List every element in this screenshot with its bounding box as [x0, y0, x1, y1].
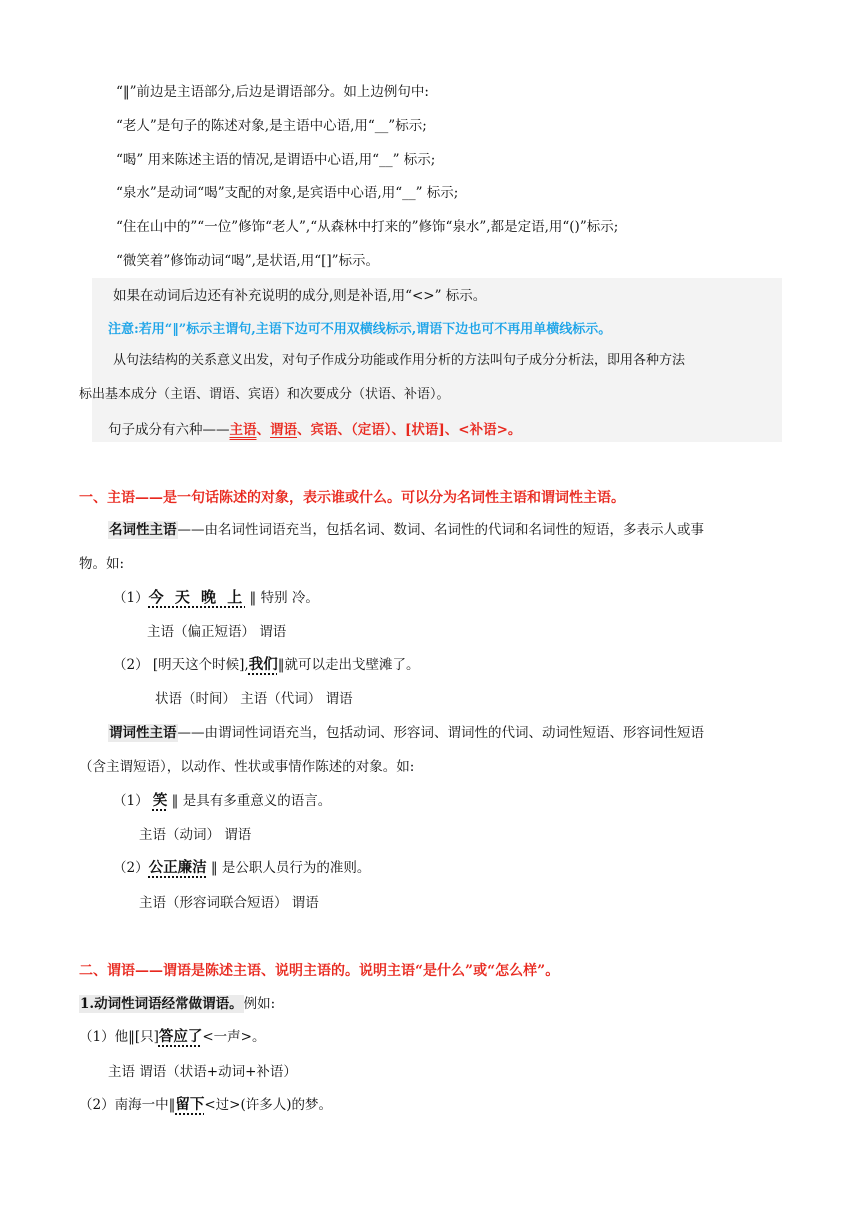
definition-line [108, 724, 704, 742]
example-rest: ‖ 特别 冷。 [245, 590, 319, 606]
example-line [113, 588, 319, 607]
text-line: 如果在动词后边还有补充说明的成分,则是补语,用“<>” 标示。 [113, 288, 487, 304]
example-label: 状语（时间） 主语（代词） 谓语 [155, 691, 353, 707]
example-suffix: <过>(许多人)的梦。 [204, 1097, 333, 1113]
example-subject: 公正廉洁 [148, 859, 207, 876]
example-prefix: （2）南海一中‖ [79, 1097, 176, 1113]
example-line [113, 792, 331, 810]
example-verb: 答应了 [158, 1028, 203, 1045]
example-line [79, 1096, 332, 1114]
term-label: 名词性主语 [109, 522, 177, 538]
definition-line [108, 521, 704, 539]
definition-text: ——由谓词性词语充当，包括动词、形容词、谓词性的代词、动词性短语、形容词性短语 [177, 725, 704, 741]
text-line: “喝” 用来陈述主语的情况,是谓语中心语,用“__” 标示; [116, 152, 436, 168]
predicate-mark: 谓语 [270, 422, 297, 438]
subheading: 1.动词性词语经常做谓语。 [80, 996, 243, 1012]
example-suffix: <一声>。 [202, 1029, 266, 1045]
example-line [113, 859, 370, 877]
paragraph-line: 标出基本成分（主语、谓语、宾语）和次要成分（状语、补语）。 [79, 387, 450, 402]
example-rest: ‖ 是公职人员行为的准则。 [206, 860, 371, 876]
text-line: “微笑着”修饰动词“喝”,是状语,用“[]”标示。 [116, 253, 380, 269]
example-number: （2） [113, 860, 149, 876]
example-rest: ‖就可以走出戈壁滩了。 [277, 657, 420, 673]
separator: 、 [256, 422, 270, 438]
section-heading: 二、谓语——谓语是陈述主语、说明主语的。说明主语“是什么”或“怎么样”。 [79, 963, 560, 979]
subheading-line [79, 995, 275, 1013]
definition-line: 物。如: [79, 556, 125, 572]
subheading-tail: 例如: [243, 996, 276, 1012]
example-number: （1） [113, 590, 149, 606]
six-prefix: 句子成分有六种—— [108, 422, 230, 438]
example-rest: ‖ 是具有多重意义的语言。 [167, 793, 332, 809]
text-line: “泉水”是动词“喝”支配的对象,是宾语中心语,用“__” 标示; [116, 185, 459, 201]
example-line [79, 1028, 266, 1046]
example-label: 主语（形容词联合短语） 谓语 [139, 895, 319, 911]
definition-line: （含主谓短语），以动作、性状或事情作陈述的对象。如: [79, 759, 415, 775]
example-verb: 留下 [175, 1096, 205, 1113]
note-text: 注意:若用“‖”标示主谓句,主语下边可不用双横线标示,谓语下边也可不再用单横线标示。 [108, 322, 612, 337]
example-number: （1） [113, 793, 153, 809]
example-adverbial: [明天这个时候], [152, 657, 249, 673]
six-components-line [108, 421, 521, 439]
example-label: 主语（偏正短语） 谓语 [147, 624, 287, 640]
example-label: 主语 谓语（状语+动词+补语） [108, 1064, 297, 1080]
example-prefix: （1）他‖[只] [79, 1029, 159, 1045]
text-line: “‖”前边是主语部分,后边是谓语部分。如上边例句中: [116, 84, 429, 100]
section-heading: 一、主语——是一句话陈述的对象，表示谁或什么。可以分为名词性主语和谓词性主语。 [79, 490, 625, 506]
example-line [113, 656, 419, 674]
definition-text: ——由名词性词语充当，包括名词、数词、名词性的代词和名词性的短语，多表示人或事 [177, 522, 704, 538]
example-number: （2） [113, 657, 153, 673]
six-rest: 、宾语、（定语）、[状语]、<补语>。 [297, 422, 522, 438]
subject-mark: 主语 [229, 422, 257, 438]
example-subject: 今 天 晚 上 [148, 588, 246, 606]
example-subject: 笑 [152, 792, 168, 809]
paragraph-line: 从句法结构的关系意义出发，对句子作成分功能或作用分析的方法叫句子成分分析法，即用各种方法 [113, 353, 686, 368]
text-line: “老人”是句子的陈述对象,是主语中心语,用“__”标示; [116, 118, 427, 134]
term-label: 谓词性主语 [109, 725, 177, 741]
example-label: 主语（动词） 谓语 [139, 827, 252, 843]
example-subject: 我们 [248, 656, 278, 673]
text-line: “住在山中的”“一位”修饰“老人”,“从森林中打来的”修饰“泉水”,都是定语,用“()”标示; [116, 219, 619, 235]
